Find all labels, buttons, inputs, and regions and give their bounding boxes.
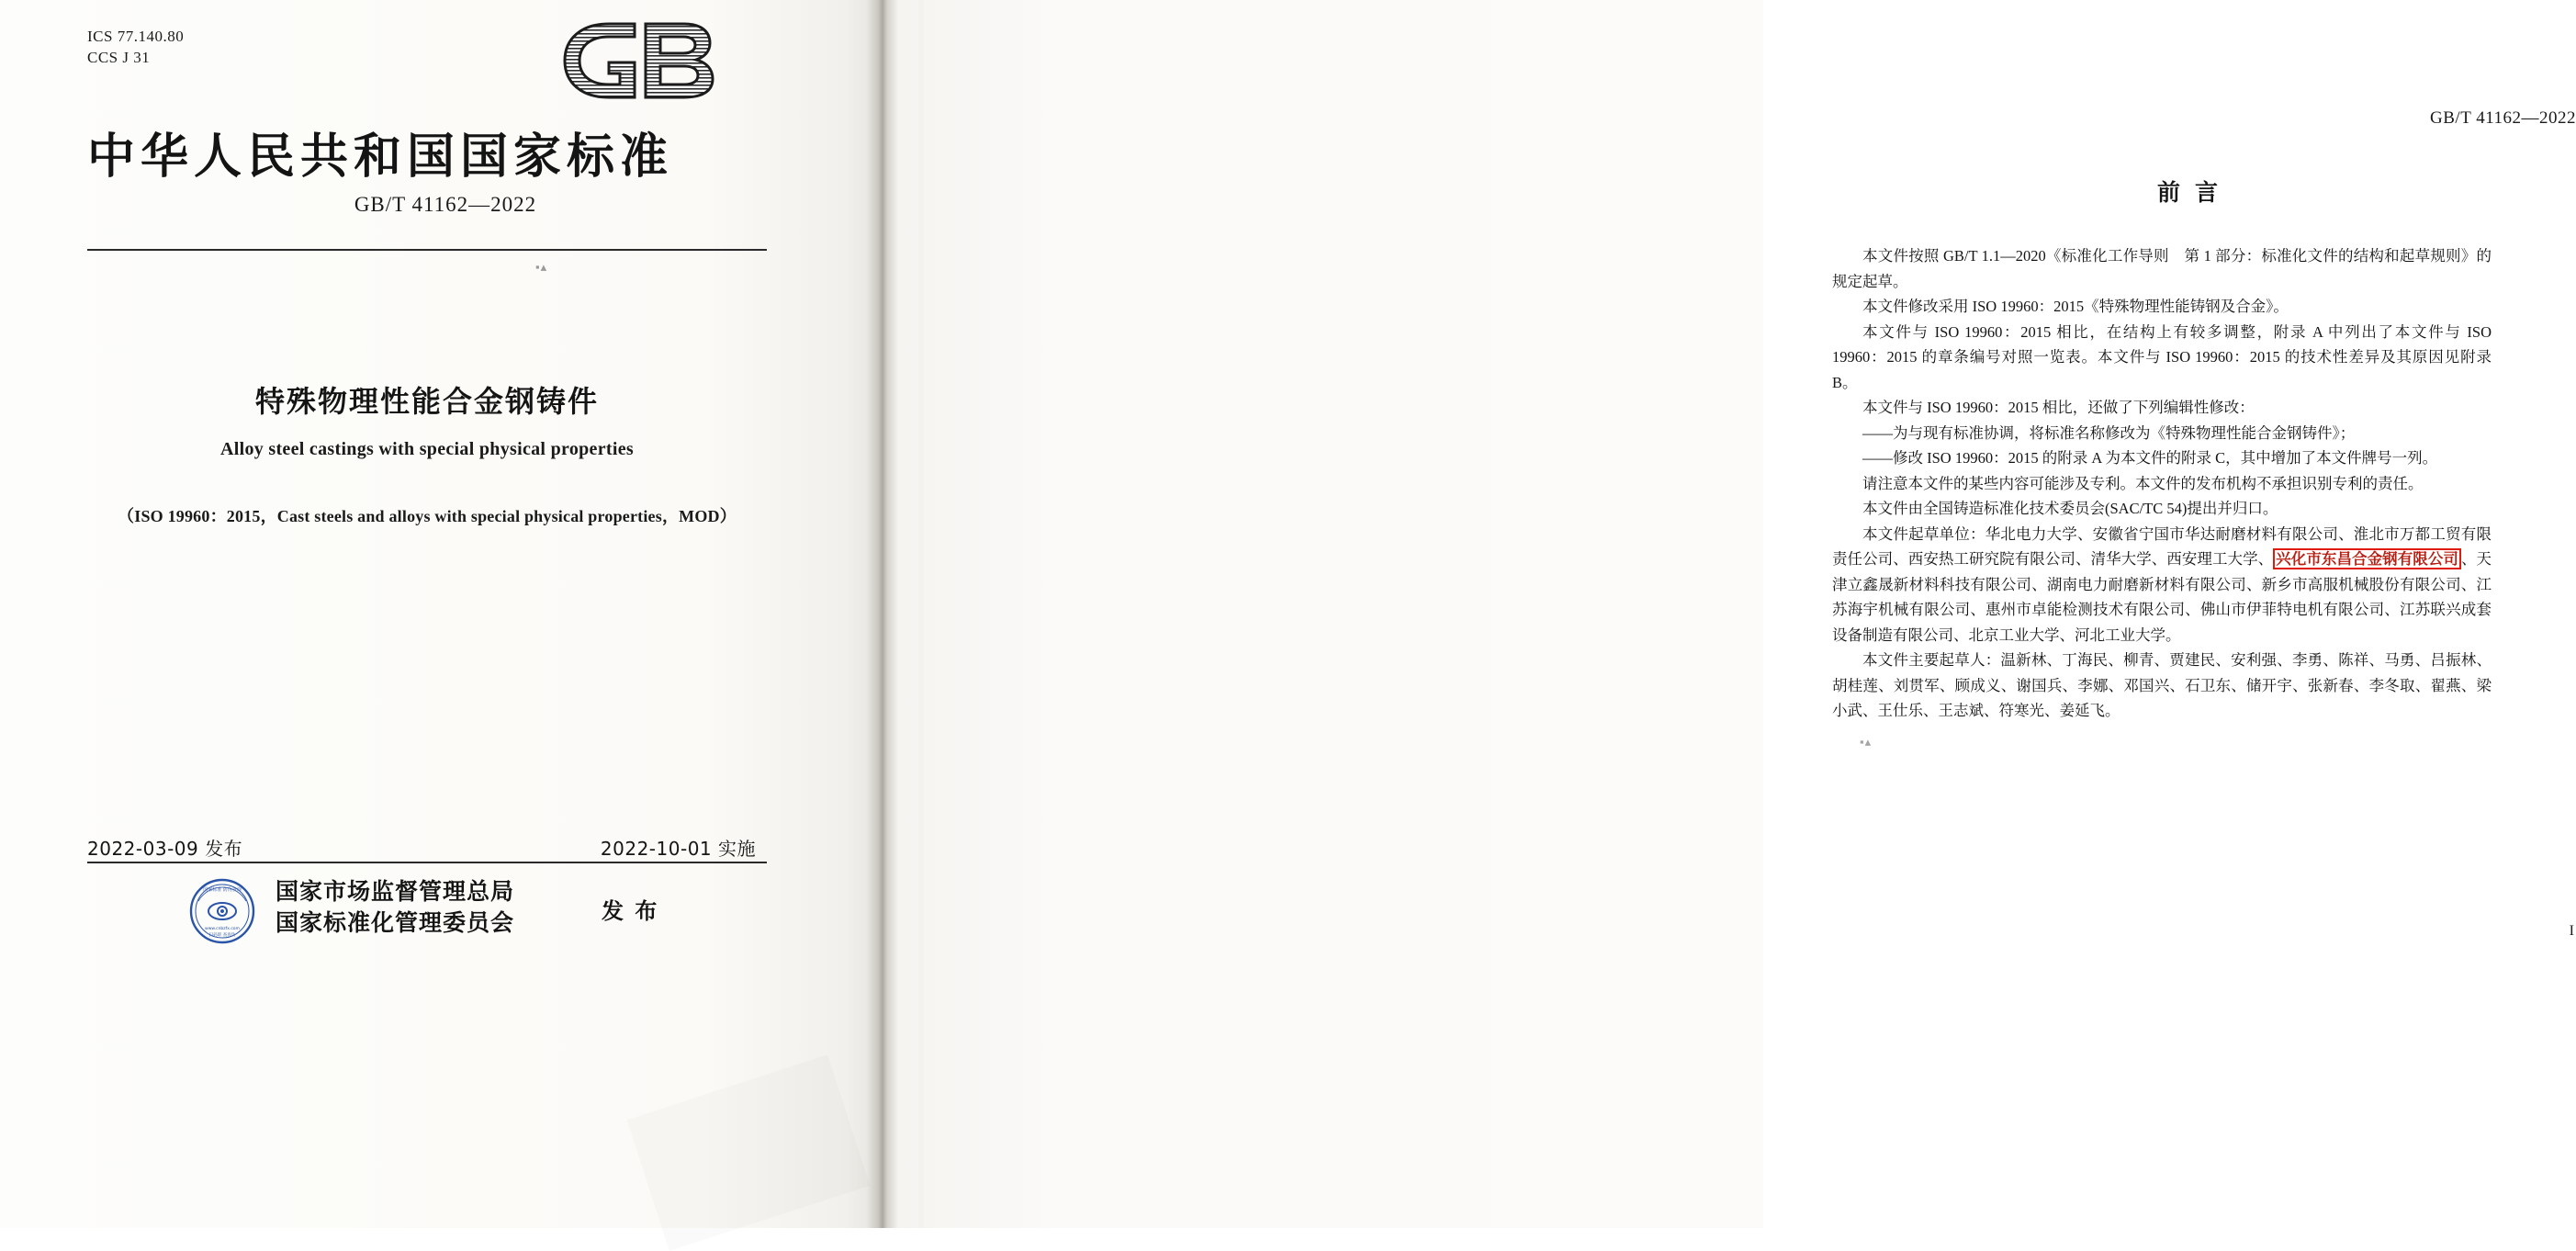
document-title-cn: 特殊物理性能合金钢铸件: [254, 384, 599, 419]
drafting-units-prefix: 本文件起草单位：华北电力大学、安徽省宁国市华达耐磨材料有限公司、淮北市万都工贸有限责任公司、西安热工研究院有限公司、清华大学、西安理工大学、: [1832, 524, 2492, 568]
publish-label: 发 布: [602, 898, 659, 924]
authenticity-seal-icon: [188, 877, 256, 945]
gb-logo-icon: [556, 18, 739, 101]
publisher-line-1: 国家市场监督管理总局: [276, 878, 515, 905]
drafting-units-paragraph: [1832, 522, 2492, 648]
document-title-iso: （ISO 19960：2015，Cast steels and alloys with special physical properties，MOD）: [118, 507, 737, 525]
publisher-line-2: 国家标准化管理委员会: [276, 909, 515, 936]
cover-content: [87, 0, 804, 1228]
foreword-paragraph: 本文件按照 GB/T 1.1—2020《标准化工作导则 第 1 部分：标准化文件的结构和起草规则》的规定起草。: [1832, 247, 2492, 290]
dates-row: [87, 834, 767, 865]
implementation-date: 2022-10-01 实施: [600, 838, 756, 860]
national-standard-title: 中华人民共和国国家标准: [87, 130, 674, 185]
foreword-content: [1832, 0, 2576, 1228]
ics-code: ICS 77.140.80: [87, 28, 185, 45]
foreword-body: [1832, 243, 2492, 724]
drafting-units-suffix: 、天津立鑫晟新材料科技有限公司、湖南电力耐磨新材料有限公司、新乡市高服机械股份有限公司、江苏海宇机械有限公司、惠州市卓能检测技术有限公司、佛山市伊菲特电机有限公司、江苏联兴成套设备制造有限公司、北京工业大学、河北工业大学。: [1832, 550, 2492, 644]
title-divider: [87, 249, 767, 251]
page-foreword: [882, 0, 2576, 1228]
svg-text:国家标准 防伪查询: 国家标准 防伪查询: [203, 887, 242, 893]
standard-number: GB/T 41162—2022: [354, 193, 537, 216]
foreword-paragraph: 本文件由全国铸造标准化技术委员会(SAC/TC 54)提出并归口。: [1862, 500, 2278, 517]
highlighted-company: 兴化市东昌合金钢有限公司: [2273, 548, 2461, 569]
foreword-paragraph: 本文件与 ISO 19960：2015 相比，还做了下列编辑性修改：: [1862, 399, 2255, 416]
foreword-paragraph: ——为与现有标准协调，将标准名称修改为《特殊物理性能合金钢铸件》；: [1862, 423, 2356, 442]
main-drafters-paragraph: 本文件主要起草人：温新林、丁海民、柳青、贾建民、安利强、李勇、陈祥、马勇、吕振林、胡桂莲、刘贯军、顾成义、谢国兵、李娜、邓国兴、石卫东、储开宇、张新春、李冬取、翟燕、梁小武、王仕乐、王志斌、符寒光、姜延飞。: [1832, 651, 2492, 719]
document-title-en: Alloy steel castings with special physical properties: [220, 439, 634, 459]
publisher-names: [276, 876, 514, 939]
page-cover: [0, 0, 882, 1228]
svg-text:扫码即 查真伪: 扫码即 查真伪: [208, 933, 236, 938]
issue-date: 2022-03-09 发布: [87, 838, 243, 860]
scan-smudge-right: ▪▴: [1860, 735, 1873, 749]
page-folio: I: [2569, 923, 2574, 939]
foreword-heading: 前言: [2156, 179, 2233, 206]
foreword-paragraph: ——修改 ISO 19960：2015 的附录 A 为本文件的附录 C，其中增加了本文件牌号一列。: [1862, 449, 2438, 467]
ics-ccs-block: [87, 26, 184, 68]
foreword-paragraph: 本文件修改采用 ISO 19960：2015《特殊物理性能铸钢及合金》。: [1862, 298, 2289, 315]
svg-text:www.cnbzfx.com: www.cnbzfx.com: [205, 927, 240, 931]
ccs-code: CCS J 31: [87, 49, 151, 66]
running-header-standard-number: GB/T 41162—2022: [2430, 108, 2576, 128]
foreword-paragraph: 本文件与 ISO 19960：2015 相比，在结构上有较多调整，附录 A 中列出了本文件与 ISO 19960：2015 的章条编号对照一览表。本文件与 ISO 19960：2015 的技术性差异及其原因见附录 B。: [1832, 322, 2492, 391]
publisher-row: [87, 874, 767, 948]
dates-divider: [87, 862, 767, 863]
foreword-paragraph: 请注意本文件的某些内容可能涉及专利。本文件的发布机构不承担识别专利的责任。: [1862, 474, 2424, 492]
scan-smudge-left: ▪▴: [535, 260, 548, 274]
